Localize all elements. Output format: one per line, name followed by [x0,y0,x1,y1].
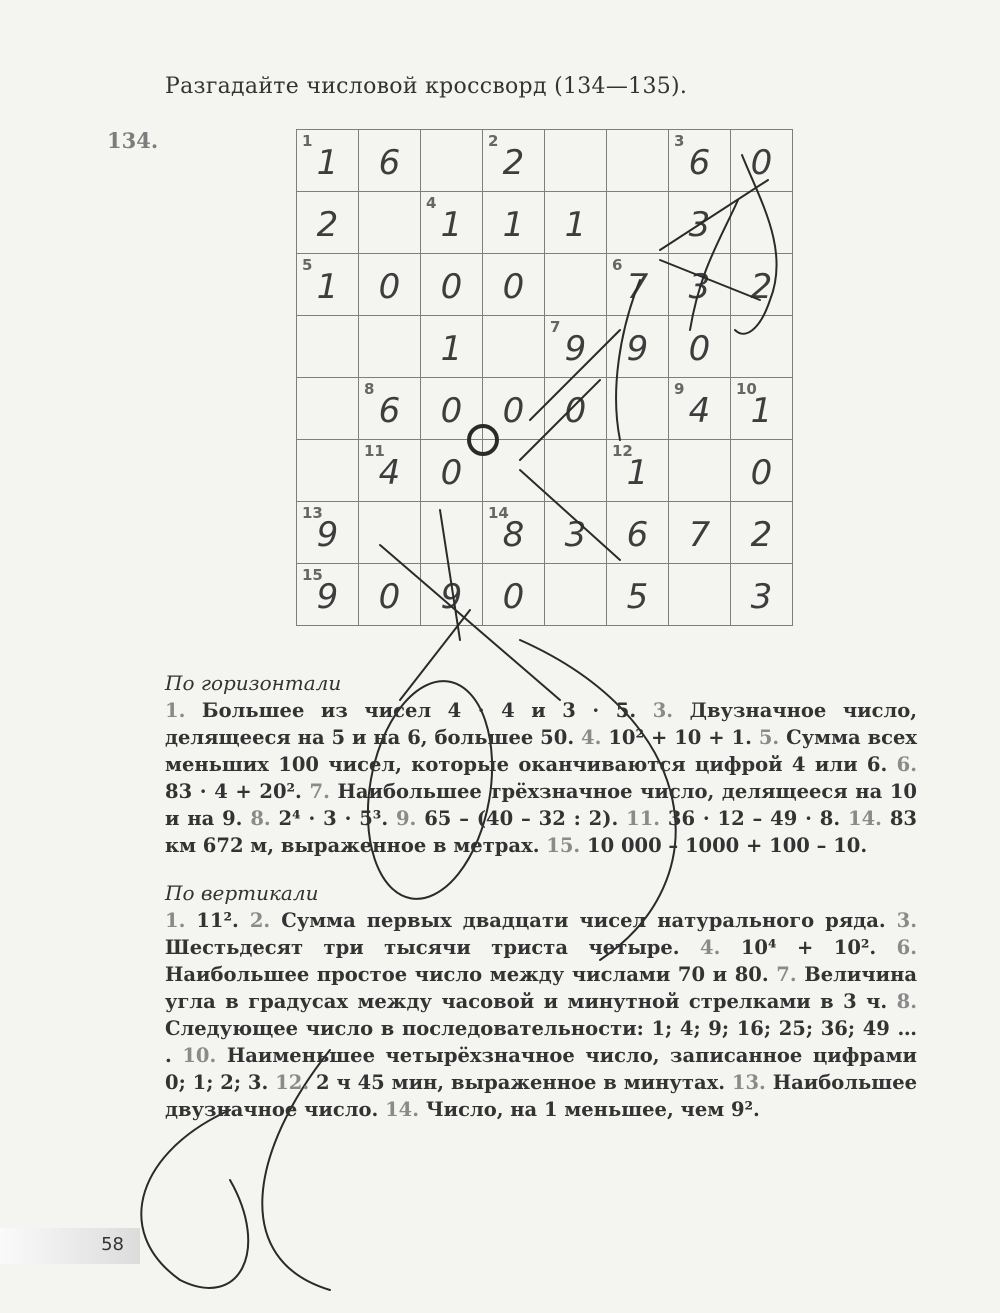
cell-digit: 1 [626,453,649,493]
grid-cell [669,440,731,502]
cell-digit: 4 [688,391,711,431]
cell-digit: 0 [502,577,525,617]
grid-cell [607,502,669,564]
clue-text: Наибольшее двузначное число. [165,1071,918,1121]
clue [626,807,848,830]
grid-cell [297,564,359,626]
grid-cell [545,378,607,440]
page-title: Разгадайте числовой кроссворд (134—135). [165,74,688,99]
grid-cell [731,192,793,254]
clue-number: 14. [848,807,882,830]
cell-number: 8 [364,380,375,398]
grid-cell [607,192,669,254]
grid-cell [359,254,421,316]
cell-number: 12 [612,442,633,460]
grid-cell [421,130,483,192]
grid-cell [669,254,731,316]
grid-cell [297,254,359,316]
cell-digit: 1 [564,205,587,245]
grid-cell [669,378,731,440]
cell-digit: 1 [440,329,463,369]
clue-text: Сумма первых двадцати чисел натурального ряда. [281,909,886,932]
cell-digit: 0 [440,267,463,307]
cell-digit: 6 [688,143,711,183]
grid-cell [359,130,421,192]
grid-cell [669,192,731,254]
grid-cell [669,130,731,192]
clue-text: Сумма всех меньших 100 чисел, которые оканчиваются цифрой 4 или 6. [165,726,918,776]
clue-text: Число, на 1 меньшее, чем 9². [425,1098,760,1121]
grid-cell [359,192,421,254]
cell-digit: 2 [316,205,339,245]
cell-digit: 3 [750,577,773,617]
clue-number: 12. [275,1071,310,1094]
grid-cell [421,254,483,316]
clue-number: 15. [546,834,581,857]
cell-number: 13 [302,504,323,522]
page-number: 58 [101,1234,124,1255]
grid-cell [483,378,545,440]
grid-cell [607,316,669,378]
clue-text: Наименьшее четырёхзначное число, записанное цифрами 0; 1; 2; 3. [165,1044,917,1094]
grid-cell [297,378,359,440]
grid-cell [421,316,483,378]
cell-number: 7 [550,318,561,336]
clue-number: 7. [776,963,797,986]
cell-digit: 9 [626,329,649,369]
cell-digit: 8 [502,515,525,555]
grid-cell [545,564,607,626]
grid-row [297,316,793,378]
grid-cell [421,192,483,254]
grid-cell [483,440,545,502]
cell-digit: 1 [316,267,339,307]
cell-number: 5 [302,256,313,274]
clue-text: 83 · 4 + 20². [165,780,302,803]
clue [165,909,250,932]
grid-cell [297,130,359,192]
grid-cell [359,502,421,564]
clue [250,807,396,830]
cell-number: 6 [612,256,623,274]
clue-text: Следующее число в последовательности: 1; 4; 9; 16; 25; 36; 49 … . [165,1017,917,1067]
grid-cell [669,564,731,626]
cell-digit: 5 [626,577,649,617]
grid-cell [607,564,669,626]
clue-number: 7. [309,780,330,803]
cell-digit: 1 [316,143,339,183]
cell-number: 9 [674,380,685,398]
clue-text: Шестьдесят три тысячи триста четыре. [165,936,680,959]
grid-cell [359,316,421,378]
clue-number: 4. [581,726,602,749]
grid-cell [421,378,483,440]
cell-digit: 6 [378,143,401,183]
clue-text: 36 · 12 – 49 · 8. [667,807,841,830]
grid-cell [545,440,607,502]
grid-cell [545,254,607,316]
clue-number: 6. [896,753,917,776]
grid-cell [359,378,421,440]
cell-number: 3 [674,132,685,150]
clue-text: 2 ч 45 мин, выраженное в минутах. [316,1071,725,1094]
grid-cell [545,192,607,254]
grid-cell [483,316,545,378]
cell-number: 1 [302,132,313,150]
clue-number: 3. [896,909,918,932]
page-number-tab [0,1228,140,1264]
clue [165,699,653,722]
grid-cell [483,502,545,564]
grid-cell [731,564,793,626]
cell-digit: 1 [750,391,773,431]
clue-number: 13. [731,1071,766,1094]
grid-row [297,192,793,254]
grid-cell [483,254,545,316]
clue-number: 5. [758,726,780,749]
grid-cell [483,130,545,192]
clue-number: 10. [182,1044,217,1067]
grid-cell [421,564,483,626]
cell-digit: 7 [626,267,649,307]
cell-digit: 3 [564,515,587,555]
clue-number: 11. [626,807,661,830]
clue [396,807,626,830]
clue-text: 10⁴ + 10². [740,936,877,959]
cell-digit: 0 [440,453,463,493]
cell-digit: 2 [502,143,525,183]
cell-digit: 3 [688,205,711,245]
clue-number: 4. [700,936,721,959]
cell-digit: 1 [440,205,463,245]
cell-digit: 9 [564,329,587,369]
clue-text: 11². [196,909,239,932]
cell-digit: 0 [378,577,401,617]
cell-digit: 2 [750,515,773,555]
horizontal-clues [165,670,917,859]
clue [250,909,897,932]
cell-number: 14 [488,504,509,522]
cell-digit: 0 [688,329,711,369]
cell-digit: 9 [316,515,339,555]
grid-cell [669,502,731,564]
cell-digit: 7 [688,515,711,555]
grid-cell [669,316,731,378]
cell-digit: 6 [626,515,649,555]
clue-text: Наибольшее трёхзначное число, делящееся на 10 и на 9. [165,780,917,830]
grid-cell [359,564,421,626]
grid-cell [607,378,669,440]
clue-number: 2. [249,909,271,932]
cell-number: 15 [302,566,323,584]
grid-cell [297,440,359,502]
cell-digit: 0 [440,391,463,431]
clue [275,1071,732,1094]
clue-number: 8. [896,990,917,1013]
grid-cell [297,192,359,254]
cell-digit: 0 [750,453,773,493]
clue-text: 65 – (40 – 32 : 2). [424,807,619,830]
vertical-clue-list [165,907,917,1123]
clue [546,834,867,857]
grid-cell [731,130,793,192]
clue-text: 10² + 10 + 1. [608,726,752,749]
cell-number: 10 [736,380,757,398]
grid-cell [359,440,421,502]
grid-row [297,378,793,440]
grid-cell [421,502,483,564]
horizontal-heading: По горизонтали [165,671,342,695]
grid-cell [297,316,359,378]
grid-cell [607,440,669,502]
clue-number: 14. [385,1098,420,1121]
grid-row [297,564,793,626]
clue-text: 2⁴ · 3 · 5³. [278,807,389,830]
crossword-grid [296,129,793,626]
grid-row [297,130,793,192]
grid-cell [731,378,793,440]
grid-cell [421,440,483,502]
cell-digit: 4 [378,453,401,493]
cell-digit: 6 [378,391,401,431]
clue [700,936,897,959]
grid-cell [607,254,669,316]
cell-number: 11 [364,442,385,460]
clue-text: Наибольшее простое число между числами 70 и 80. [165,963,769,986]
clue-text: 83 км 672 м, выраженное в метрах. [165,807,917,857]
clue-number: 1. [165,699,186,722]
cell-digit: 1 [502,205,525,245]
grid-row [297,254,793,316]
grid-cell [545,130,607,192]
grid-cell [731,316,793,378]
vertical-clues [165,880,917,1123]
clue [385,1098,760,1121]
grid-cell [731,254,793,316]
clue [581,726,759,749]
clue-number: 1. [165,909,186,932]
grid-cell [483,192,545,254]
clue-number: 3. [652,699,674,722]
cell-digit: 0 [750,143,773,183]
problem-number: 134. [107,128,159,153]
cell-digit: 0 [564,391,587,431]
grid-cell [731,440,793,502]
clue-text: Величина угла в градусах между часовой и минутной стрелками в 3 ч. [165,963,917,1013]
horizontal-clue-list [165,697,917,859]
cell-digit: 9 [316,577,339,617]
clue-number: 8. [250,807,271,830]
grid-cell [545,502,607,564]
clue-text: Двузначное число, делящееся на 5 и на 6, большее 50. [165,699,917,749]
cell-number: 4 [426,194,437,212]
grid-cell [297,502,359,564]
cell-digit: 9 [440,577,463,617]
clue-text: Большее из чисел 4 · 4 и 3 · 5. [201,699,637,722]
grid-row [297,502,793,564]
cell-digit: 0 [378,267,401,307]
clue-number: 9. [395,807,417,830]
cell-digit: 0 [502,267,525,307]
cell-digit: 2 [750,267,773,307]
grid-cell [545,316,607,378]
cell-digit: 0 [502,391,525,431]
vertical-heading: По вертикали [165,881,319,905]
cell-number: 2 [488,132,499,150]
grid-cell [607,130,669,192]
cell-digit: 3 [688,267,711,307]
clue-number: 6. [896,936,918,959]
grid-row [297,440,793,502]
grid-cell [731,502,793,564]
grid-cell [483,564,545,626]
clue-text: 10 000 – 1000 + 100 – 10. [587,834,868,857]
